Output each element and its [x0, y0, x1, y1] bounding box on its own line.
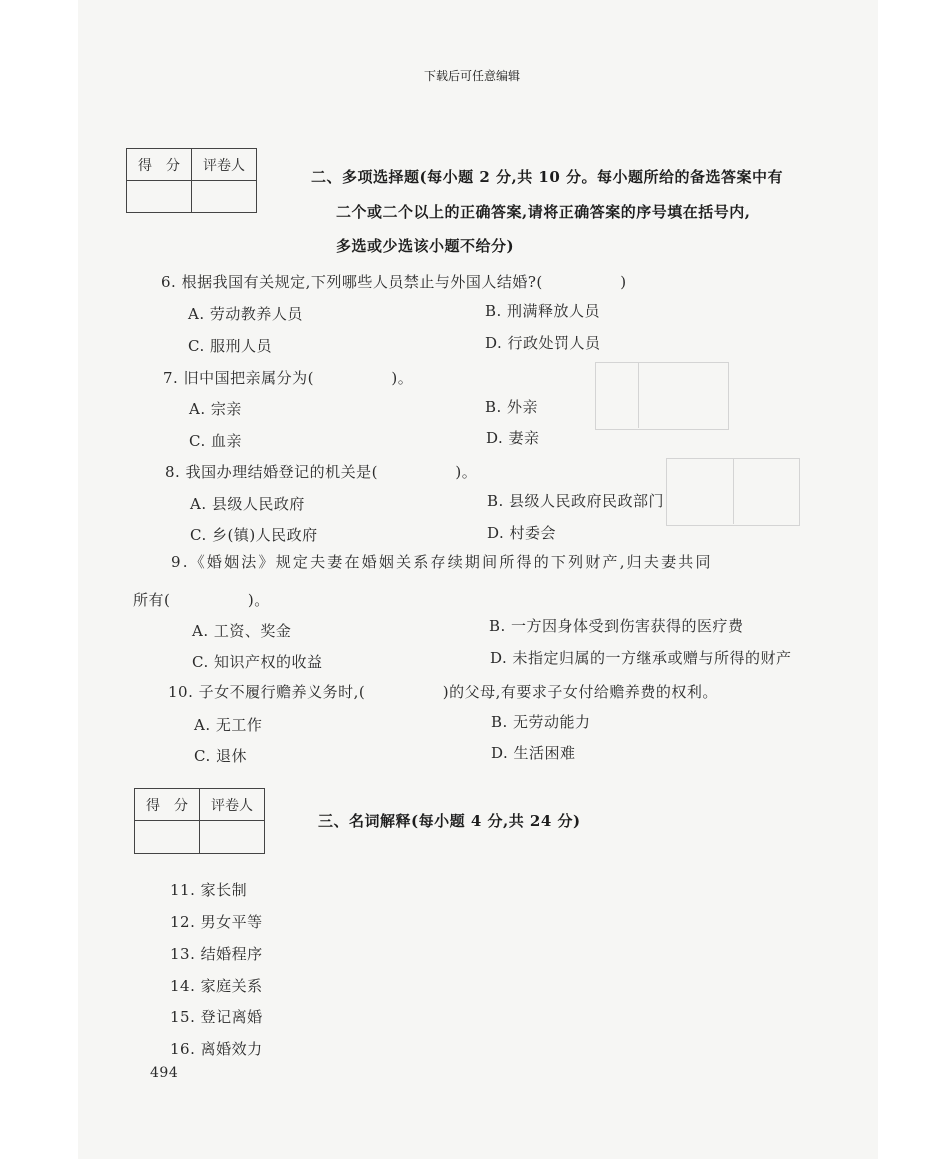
option: C. 乡(镇)人民政府 — [190, 526, 318, 544]
option: B. 外亲 — [485, 398, 539, 416]
score-cell — [127, 181, 192, 213]
grader-label: 评卷人 — [200, 789, 265, 821]
score-cell — [135, 821, 200, 854]
option: A. 县级人民政府 — [190, 495, 305, 513]
score-label: 得 分 — [127, 149, 192, 181]
score-box — [134, 788, 265, 854]
term-item: 14. 家庭关系 — [170, 977, 263, 995]
term-item: 13. 结婚程序 — [170, 945, 263, 963]
option: A. 宗亲 — [189, 400, 242, 418]
section2-title-line2: 二个或二个以上的正确答案,请将正确答案的序号填在括号内, — [336, 203, 751, 221]
section3-title: 三、名词解释(每小题 4 分,共 24 分) — [318, 812, 581, 830]
question-stem-line2: 所有( )。 — [133, 591, 270, 609]
question-stem: 9.《婚姻法》规定夫妻在婚姻关系存续期间所得的下列财产,归夫妻共同 — [171, 553, 713, 571]
bleed-through-line — [733, 458, 734, 524]
score-label: 得 分 — [135, 789, 200, 821]
section2-title: 二、多项选择题(每小题 2 分,共 10 分。每小题所给的备选答案中有 — [311, 168, 784, 186]
grader-cell — [200, 821, 265, 854]
option: D. 未指定归属的一方继承或赠与所得的财产 — [490, 649, 792, 667]
term-item: 11. 家长制 — [170, 881, 248, 899]
option: D. 生活困难 — [491, 744, 576, 762]
option: C. 血亲 — [189, 432, 242, 450]
option: A. 无工作 — [194, 716, 263, 734]
bleed-through-box — [595, 362, 729, 430]
page-number: 494 — [150, 1065, 179, 1081]
option: A. 劳动教养人员 — [188, 305, 303, 323]
term-item: 12. 男女平等 — [170, 913, 263, 931]
option: C. 服刑人员 — [188, 337, 272, 355]
section2-title-line3: 多选或少选该小题不给分) — [336, 237, 515, 255]
option: D. 妻亲 — [486, 429, 540, 447]
option: D. 村委会 — [487, 524, 557, 542]
page-header: 下载后可任意编辑 — [424, 69, 521, 83]
term-item: 16. 离婚效力 — [170, 1040, 263, 1058]
bleed-through-line — [638, 362, 639, 428]
option: B. 一方因身体受到伤害获得的医疗费 — [489, 617, 744, 635]
grader-cell — [192, 181, 257, 213]
score-box — [126, 148, 257, 213]
question-stem: 8. 我国办理结婚登记的机关是( )。 — [165, 463, 478, 481]
term-item: 15. 登记离婚 — [170, 1008, 263, 1026]
option: B. 无劳动能力 — [491, 713, 591, 731]
grader-label: 评卷人 — [192, 149, 257, 181]
option: A. 工资、奖金 — [192, 622, 292, 640]
question-stem: 7. 旧中国把亲属分为( )。 — [163, 369, 414, 387]
question-stem: 6. 根据我国有关规定,下列哪些人员禁止与外国人结婚?( ) — [161, 273, 627, 291]
option: C. 退休 — [194, 747, 247, 765]
option: D. 行政处罚人员 — [485, 334, 601, 352]
option: B. 县级人民政府民政部门 — [487, 492, 665, 510]
option: B. 刑满释放人员 — [485, 302, 601, 320]
option: C. 知识产权的收益 — [192, 653, 323, 671]
question-stem: 10. 子女不履行赡养义务时,( )的父母,有要求子女付给赡养费的权利。 — [168, 683, 718, 701]
